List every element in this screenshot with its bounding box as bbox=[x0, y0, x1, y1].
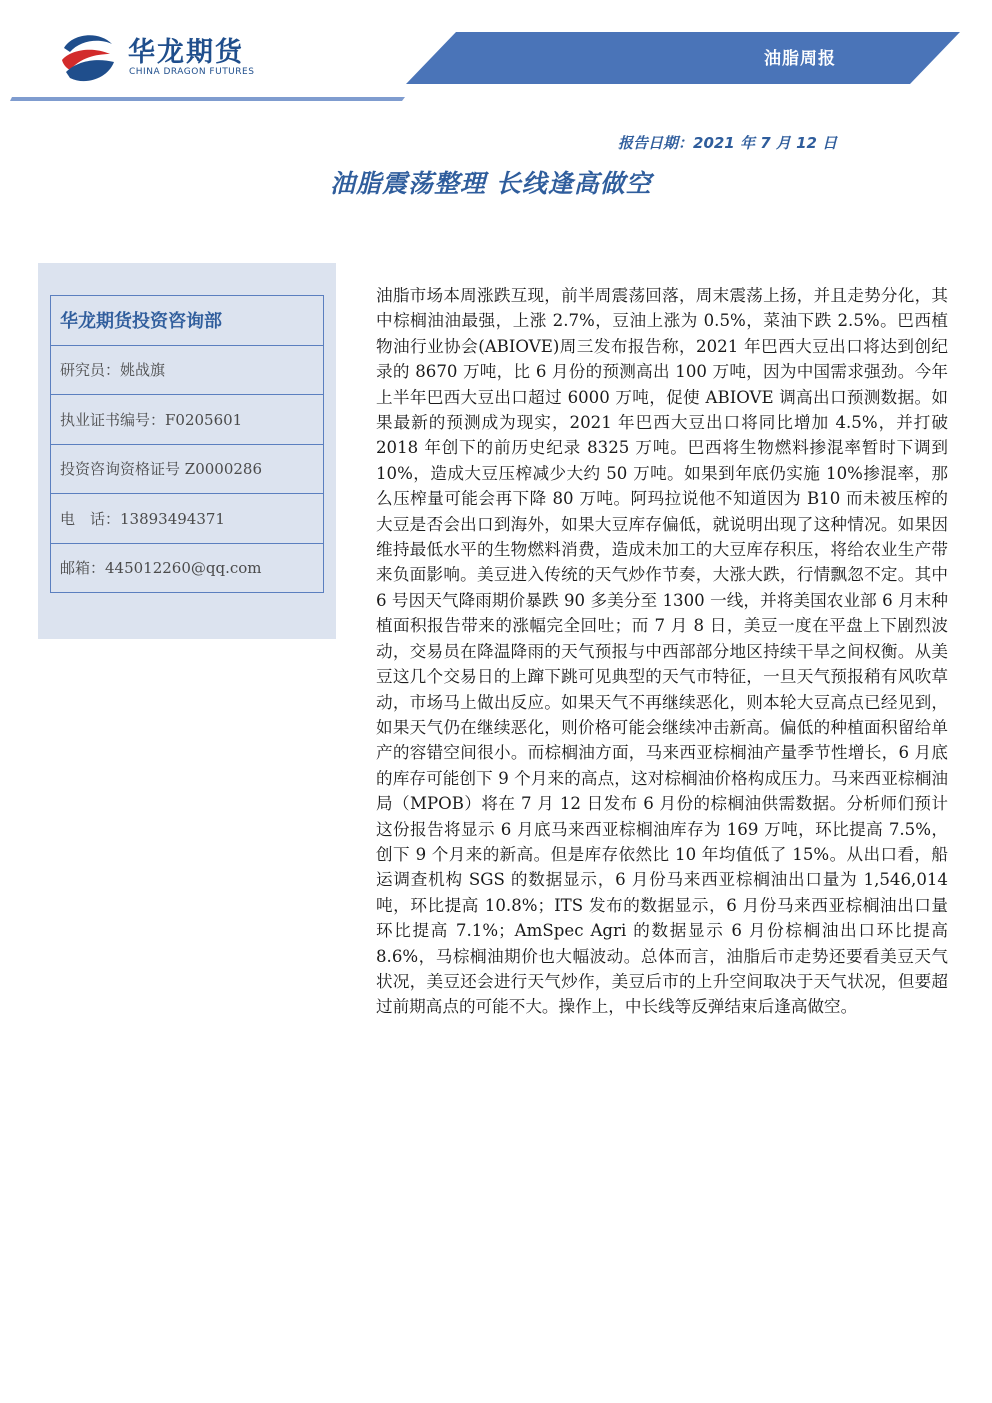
contact-sidebar bbox=[38, 263, 336, 639]
department-name: 华龙期货投资咨询部 bbox=[60, 311, 222, 333]
report-title: 油脂震荡整理 长线逢高做空 bbox=[330, 169, 652, 198]
email-address: 邮箱：445012260@qq.com bbox=[51, 543, 323, 593]
report-type-label: 油脂周报 bbox=[764, 49, 836, 69]
header-underline bbox=[10, 97, 405, 101]
report-date: 报告日期：2021 年 7 月 12 日 bbox=[618, 134, 838, 152]
license-number: 执业证书编号：F0205601 bbox=[51, 394, 323, 444]
brand-name: 华龙期货 bbox=[128, 37, 244, 68]
contact-card bbox=[50, 295, 324, 593]
page-header bbox=[0, 0, 992, 110]
banner-shape bbox=[406, 32, 960, 84]
qualification-number: 投资咨询资格证号 Z0000286 bbox=[51, 444, 323, 494]
researcher: 研究员：姚战旗 bbox=[51, 345, 323, 395]
report-body: 油脂市场本周涨跌互现，前半周震荡回落，周末震荡上扬，并且走势分化，其中棕榈油油最强，上涨 2.7%，豆油上涨为 0.5%，菜油下跌 2.5%。巴西植物油行业协会(ABIOVE)周三发布报告称，2021 年巴西大豆出口将达到创纪录的 8670 万吨，比 6 月份的预测高出 100 万吨，因为中国需求强劲。今年上半年巴西大豆出口超过 6000 万吨，促使 ABIOVE 调高出口预测数据。如果最新的预测成为现实，2021 年巴西大豆出口将同比增加 4.5%，并打破 2018 年创下的前历史纪录 8325 万吨。巴西将生物燃料掺混率暂时下调到 10%，造成大豆压榨减少大约 50 万吨。如果到年底仍实施 10%掺混率，那么压榨量可能会再下降 80 万吨。阿玛拉说他不知道因为 B10 而未被压榨的大豆是否会出口到海外，如果大豆库存偏低，就说明出现了这种情况。如果因维持最低水平的生物燃料消费，造成未加工的大豆库存积压，将给农业生产带来负面影响。美豆进入传统的天气炒作节奏，大涨大跌，行情飘忽不定。其中 6 号因天气降雨期价暴跌 90 多美分至 1300 一线，并将美国农业部 6 月末种植面积报告带来的涨幅完全回吐；而 7 月 8 日，美豆一度在平盘上下剧烈波动，交易员在降温降雨的天气预报与中西部部分地区持续干旱之间权衡。从美豆这几个交易日的上蹿下跳可见典型的天气市特征，一旦天气预报稍有风吹草动，市场马上做出反应。如果天气不再继续恶化，则本轮大豆高点已经见到，如果天气仍在继续恶化，则价格可能会继续冲击新高。偏低的种植面积留给单产的容错空间很小。而棕榈油方面，马来西亚棕榈油产量季节性增长，6 月底的库存可能创下 9 个月来的高点，这对棕榈油价格构成压力。马来西亚棕榈油局（MPOB）将在 7 月 12 日发布 6 月份的棕榈油供需数据。分析师们预计这份报告将显示 6 月底马来西亚棕榈油库存为 169 万吨，环比提高 7.5%，创下 9 个月来的新高。但是库存依然比 10 年均值低了 15%。从出口看，船运调查机构 SGS 的数据显示，6 月份马来西亚棕榈油出口量为 1,546,014 吨，环比提高 10.8%；ITS 发布的数据显示，6 月份马来西亚棕榈油出口量环比提高 7.1%；AmSpec Agri 的数据显示 6 月份棕榈油出口环比提高 8.6%，马棕榈油期价也大幅波动。总体而言，油脂后市走势还要看美豆天气状况，美豆还会进行天气炒作，美豆后市的上升空间取决于天气状况，但要超过前期高点的可能不大。操作上，中长线等反弹结束后逢高做空。 bbox=[376, 286, 948, 1017]
phone-number: 电 话：13893494371 bbox=[51, 493, 323, 543]
brand-name-english: CHINA DRAGON FUTURES bbox=[129, 67, 255, 77]
logo-icon bbox=[61, 31, 115, 85]
